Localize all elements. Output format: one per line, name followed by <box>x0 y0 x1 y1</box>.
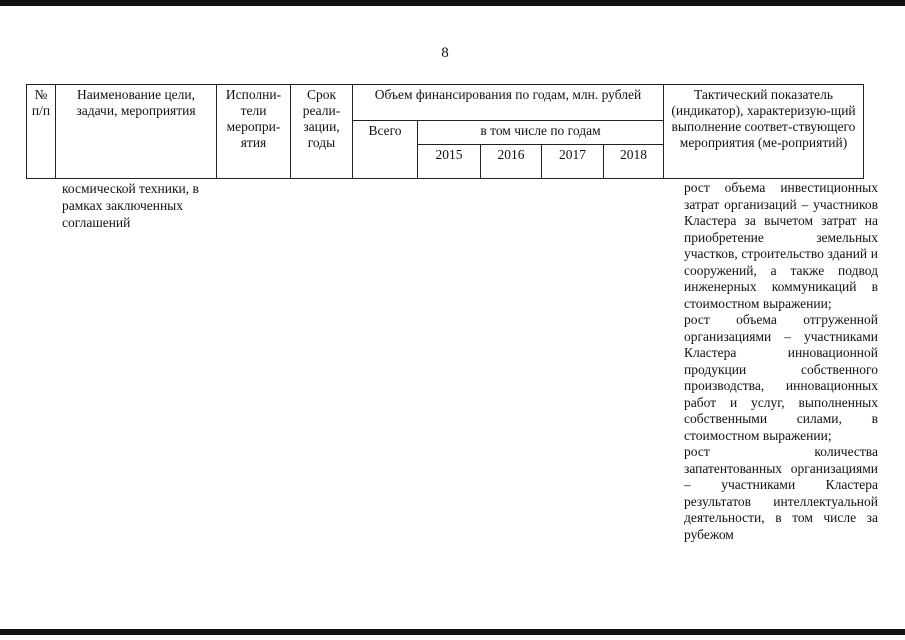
indicator-item: рост объема инвестиционных затрат организаций – участников Кластера за вычетом затрат на приобретение земельных участков, строительство зданий и сооружений, а также подвод инженерных коммуникаций в стоимостном выражении; <box>684 180 878 311</box>
header-indicator: Тактический показатель (индикатор), характеризую-щий выполнение соответ-ствующего мероприятия (ме-роприятий) <box>664 85 864 179</box>
indicator-item: рост количества запатентованных организациями – участниками Кластера результатов интеллектуальной деятельности, в том числе за рубежом <box>684 444 878 542</box>
header-term: Срок реали-зации, годы <box>291 85 353 179</box>
header-total: Всего <box>353 121 418 179</box>
top-border <box>0 0 905 6</box>
header-funding: Объем финансирования по годам, млн. рублей <box>353 85 664 121</box>
header-num: № п/п <box>27 85 56 179</box>
indicator-item: рост объема отгруженной организациями – участниками Кластера инновационной продукции собственного производства, инновационных работ и услуг, выполненных собственными силами, в стоимостном выражении; <box>684 312 878 443</box>
header-year: 2017 <box>542 145 604 179</box>
header-executors: Исполни-тели меропри-ятия <box>217 85 291 179</box>
bottom-border <box>0 629 905 635</box>
header-year: 2018 <box>604 145 664 179</box>
header-by-years: в том числе по годам <box>418 121 664 145</box>
header-table <box>26 84 864 179</box>
header-year: 2016 <box>481 145 542 179</box>
header-name: Наименование цели, задачи, мероприятия <box>56 85 217 179</box>
indicator-text <box>684 180 878 543</box>
header-year: 2015 <box>418 145 481 179</box>
row-name-text: космической техники, в рамках заключенных соглашений <box>62 181 199 230</box>
page-number: 8 <box>441 45 449 61</box>
